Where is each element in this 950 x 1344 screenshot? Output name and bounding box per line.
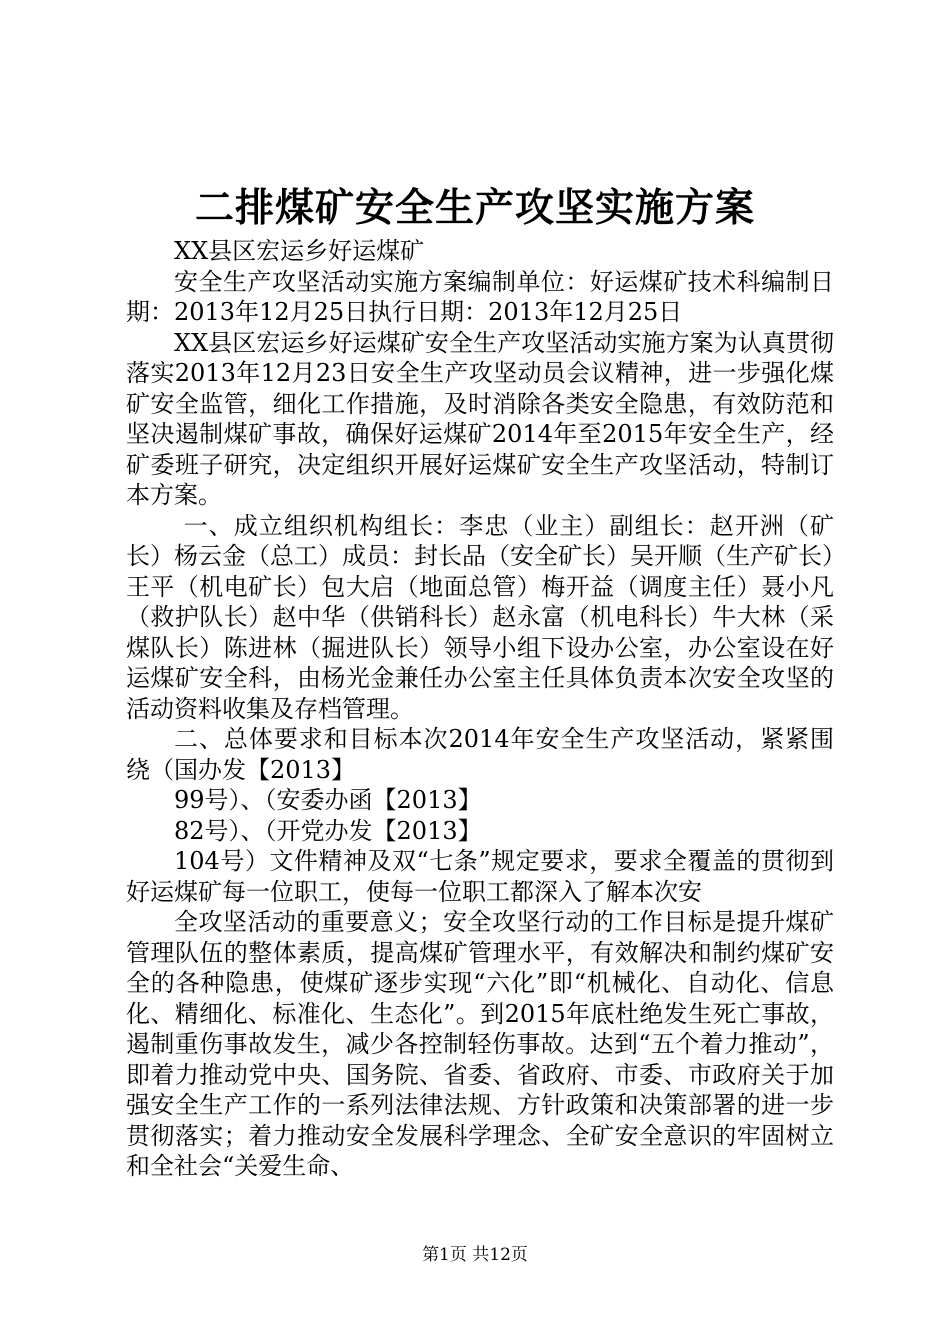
paragraph-compile-info: 安全生产攻坚活动实施方案编制单位：好运煤矿技术科编制日期：2013年12月25日执行日期：2013年12月25日: [126, 267, 834, 326]
paragraph-purpose: XX县区宏运乡好运煤矿安全生产攻坚活动实施方案为认真贯彻落实2013年12月23日安全生产攻坚动员会议精神，进一步强化煤矿安全监管，细化工作措施，及时消除各类安全隐患，有效防范和坚决遏制煤矿事故，确保好运煤矿2014年至2015年安全生产，经矿委班子研究，决定组织开展好运煤矿安全生产攻坚活动，特制订本方案。: [126, 328, 834, 509]
paragraph-doc-ref-99: 99号）、（安委办函【2013】: [174, 786, 482, 814]
paragraph-requirements: 二、总体要求和目标本次2014年安全生产攻坚活动，紧紧围绕（国办发【2013】: [126, 725, 834, 784]
paragraph-goals: 全攻坚活动的重要意义；安全攻坚行动的工作目标是提升煤矿管理队伍的整体素质，提高煤矿管理水平，有效解决和制约煤矿安全的各种隐患，使煤矿逐步实现“六化”即“机械化、自动化、信息化、精细化、标准化、生态化”。到2015年底杜绝发生死亡事故，遏制重伤事故发生，减少各控制轻伤事故。达到“五个着力推动”，即着力推动党中央、国务院、省委、省政府、市委、市政府关于加强安全生产工作的一系列法律法规、方针政策和决策部署的进一步贯彻落实；着力推动安全发展科学理念、全矿安全意识的牢固树立和全社会“关爱生命、: [126, 908, 834, 1180]
paragraph-doc-ref-104: 104号）文件精神及双“七条”规定要求，要求全覆盖的贯彻到好运煤矿每一位职工，使每一位职工都深入了解本次安: [126, 847, 834, 906]
page-number-footer: 第1页 共12页: [422, 1245, 528, 1265]
document-body: [126, 236, 834, 1182]
paragraph-doc-ref-82: 82号）、（开党办发【2013】: [174, 816, 482, 845]
paragraph-organization: 一、成立组织机构组长：李忠（业主）副组长：赵开洲（矿长）杨云金（总工）成员：封长品（安全矿长）吴开顺（生产矿长）王平（机电矿长）包大启（地面总管）梅开益（调度主任）聂小凡（救护队长）赵中华（供销科长）赵永富（机电科长）牛大林（采煤队长）陈进林（掘进队长）领导小组下设办公室，办公室设在好运煤矿安全科，由杨光金兼任办公室主任具体负责本次安全攻坚的活动资料收集及存档管理。: [126, 511, 834, 723]
document-title: 二排煤矿安全生产攻坚实施方案: [194, 185, 755, 231]
paragraph-issuer: XX县区宏运乡好运煤矿: [174, 237, 425, 265]
